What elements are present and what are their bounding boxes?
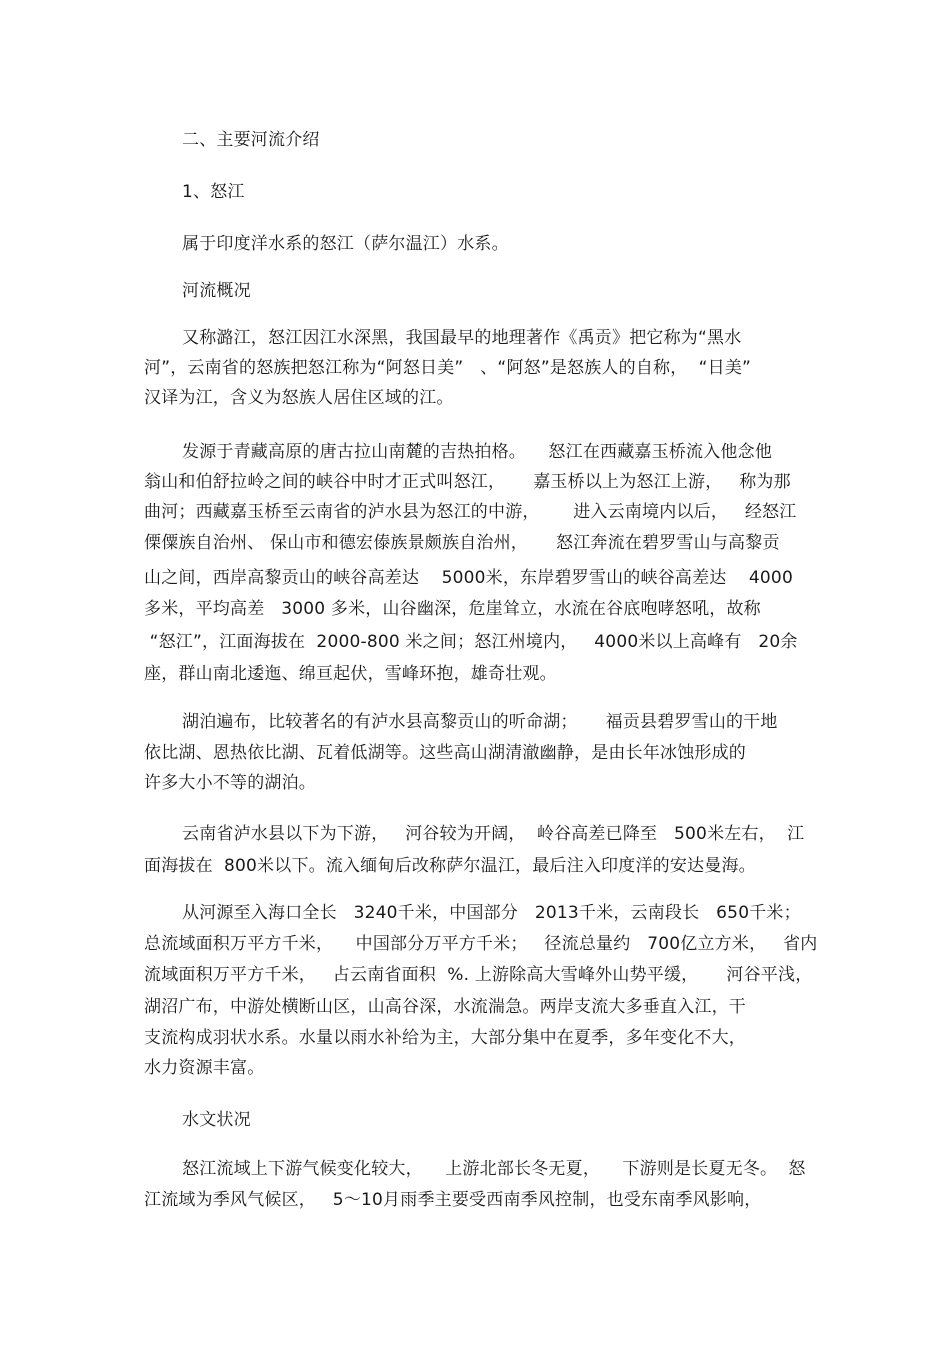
section-heading: 二、主要河流介绍 xyxy=(182,130,320,150)
paragraph-line: 汉译为江，含义为怒族人居住区域的江。 xyxy=(144,388,454,408)
paragraph-line: 翁山和伯舒拉岭之间的峡谷中时才正式叫怒江， 嘉玉桥以上为怒江上游， 称为那 xyxy=(144,472,791,492)
overview-heading: 河流概况 xyxy=(182,281,251,301)
paragraph-line: “怒江”，江面海拔在 2000-800 米之间；怒江州境内， 4000米以上高峰有 20余 xyxy=(144,632,798,652)
paragraph-line: 湖沼广布，中游处横断山区，山高谷深，水流湍急。两岸支流大多垂直入江，干 xyxy=(144,997,746,1017)
paragraph-line: 湖泊遍布，比较著名的有泸水县高黎贡山的听命湖； 福贡县碧罗雪山的干地 xyxy=(182,712,778,732)
paragraph-line: 支流构成羽状水系。水量以雨水补给为主，大部分集中在夏季，多年变化不大， xyxy=(144,1028,746,1048)
paragraph-line: 傈僳族自治州、 保山市和德宏傣族景颇族自治州， 怒江奔流在碧罗雪山与高黎贡 xyxy=(144,533,780,553)
paragraph-line: 又称潞江，怒江因江水深黑，我国最早的地理著作《禹贡》把它称为“黑水 xyxy=(182,328,742,348)
paragraph-line: 河”，云南省的怒族把怒江称为“阿怒日美” 、“阿怒”是怒族人的自称， “日美” xyxy=(144,358,752,378)
hydrology-heading: 水文状况 xyxy=(182,1110,251,1130)
paragraph-line: 山之间，西岸高黎贡山的峡谷高差达 5000米，东岸碧罗雪山的峡谷高差达 4000 xyxy=(144,568,793,588)
paragraph-line: 依比湖、恩热依比湖、瓦着低湖等。这些高山湖清澈幽静，是由长年冰蚀形成的 xyxy=(144,743,746,763)
paragraph-line: 许多大小不等的湖泊。 xyxy=(144,773,316,793)
paragraph-line: 从河源至入海口全长 3240千米，中国部分 2013千米，云南段长 650千米； xyxy=(182,903,801,923)
paragraph-line: 总流域面积万平方千米， 中国部分万平方千米； 径流总量约 700亿立方米， 省内 xyxy=(144,934,818,954)
paragraph-line: 曲河；西藏嘉玉桥至云南省的泸水县为怒江的中游， 进入云南境内以后， 经怒江 xyxy=(144,502,797,522)
paragraph-line: 面海拔在 800米以下。流入缅甸后改称萨尔温江，最后注入印度洋的安达曼海。 xyxy=(144,856,756,876)
paragraph-line: 多米，平均高差 3000 多米，山谷幽深，危崖耸立，水流在谷底咆哮怒吼，故称 xyxy=(144,599,761,619)
paragraph-line: 云南省泸水县以下为下游， 河谷较为开阔， 岭谷高差已降至 500米左右， 江 xyxy=(182,824,805,844)
paragraph-line: 流域面积万平方千米， 占云南省面积 %. 上游除高大雪峰外山势平缓， 河谷平浅， xyxy=(144,965,813,985)
paragraph-line: 怒江流域上下游气候变化较大， 上游北部长冬无夏， 下游则是长夏无冬。 怒 xyxy=(182,1159,806,1179)
paragraph-line: 水力资源丰富。 xyxy=(144,1058,265,1078)
paragraph-line: 发源于青藏高原的唐古拉山南麓的吉热拍格。 怒江在西藏嘉玉桥流入他念他 xyxy=(182,442,773,462)
paragraph-line: 江流域为季风气候区， 5～10月雨季主要受西南季风控制，也受东南季风影响， xyxy=(144,1190,762,1210)
paragraph-line: 座，群山南北逶迤、绵亘起伏，雪峰环抱，雄奇壮观。 xyxy=(144,664,557,684)
intro-line: 属于印度洋水系的怒江（萨尔温江）水系。 xyxy=(182,234,509,254)
subheading-nujiang: 1、怒江 xyxy=(182,182,245,202)
